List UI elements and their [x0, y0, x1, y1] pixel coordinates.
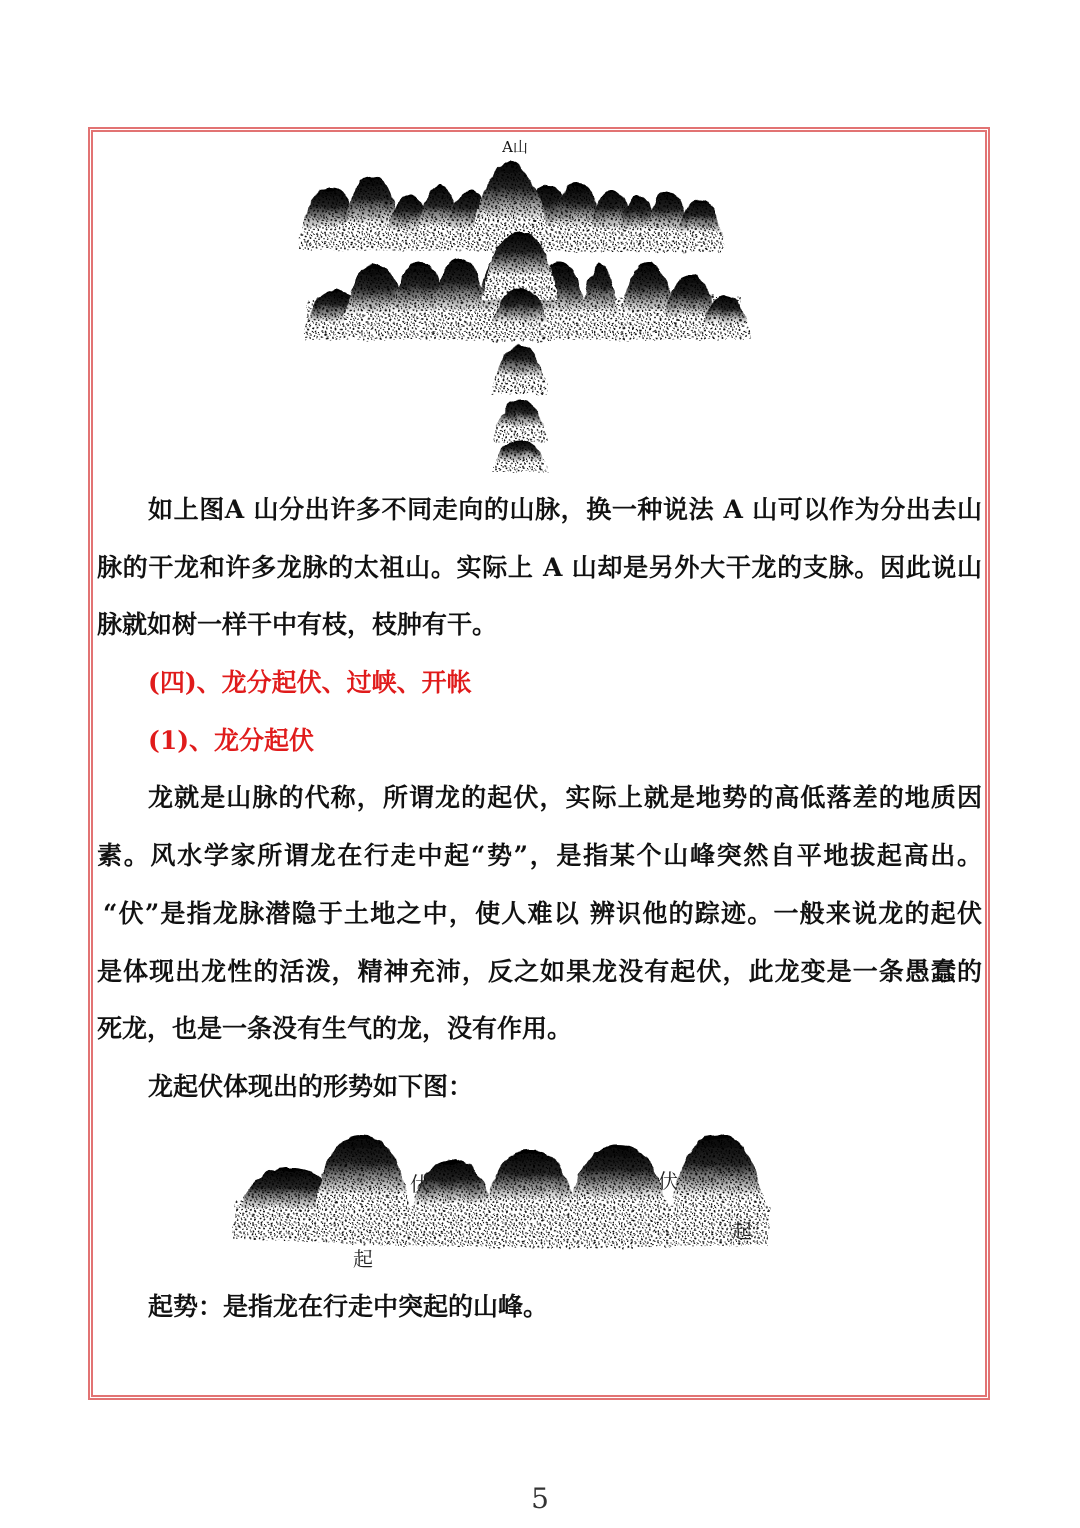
- mountain-shadow: [492, 345, 548, 394]
- ridge-rise-fall-figure: [220, 1118, 780, 1278]
- paragraph-line: 死龙，也是一条没有生气的龙，没有作用。: [97, 1014, 573, 1044]
- section-heading: (四)、龙分起伏、过峡、开帐: [148, 668, 472, 698]
- subsection-heading: (1)、龙分起伏: [148, 725, 315, 755]
- paragraph-line: 如上图A 山分出许多不同走向的山脉，换一种说法 A 山可以作为分出去山: [148, 495, 982, 524]
- definition-line: 起势：是指龙在行走中突起的山峰。: [148, 1292, 549, 1321]
- mountain-shadow: [666, 1135, 770, 1230]
- mountain-shadow: [578, 262, 622, 340]
- fall-label: 伏: [658, 1169, 678, 1193]
- page-number: 5: [531, 1482, 549, 1515]
- mountain-shadow: [492, 400, 548, 442]
- paragraph-line: 脉就如树一样干中有枝，枝肿有干。: [97, 610, 498, 640]
- body-text: [97, 481, 982, 1116]
- paragraph-line: 素。风水学家所谓龙在行走中起“势”，是指某个山峰突然自平地拔起高出。: [97, 841, 982, 871]
- figure-intro: 龙起伏体现出的形势如下图：: [148, 1071, 474, 1101]
- peak-label-a-mountain: A山: [502, 138, 528, 156]
- mountain-shadow: [480, 1150, 580, 1228]
- fall-label: 伏: [410, 1172, 430, 1196]
- paragraph-line: “伏”是指龙脉潜隐于土地之中，使人难以 辨识他的踪迹。一般来说龙的起伏: [103, 898, 982, 928]
- mountain-shadow: [563, 1145, 673, 1228]
- mountain-branch-figure: [290, 130, 760, 480]
- rise-label: 起: [732, 1219, 752, 1243]
- paragraph-line: 龙就是山脉的代称，所谓龙的起伏，实际上就是地势的高低落差的地质因: [148, 783, 982, 813]
- rise-label: 起: [353, 1247, 373, 1271]
- mountain-shadow: [492, 440, 548, 472]
- paragraph-line: 脉的干龙和许多龙脉的太祖山。实际上 A 山却是另外大干龙的支脉。因此说山: [97, 552, 982, 582]
- mountain-shadow: [310, 1135, 414, 1228]
- paragraph-line: 是体现出龙性的活泼，精神充沛，反之如果龙没有起伏，此龙变是一条愚蠢的: [97, 956, 982, 986]
